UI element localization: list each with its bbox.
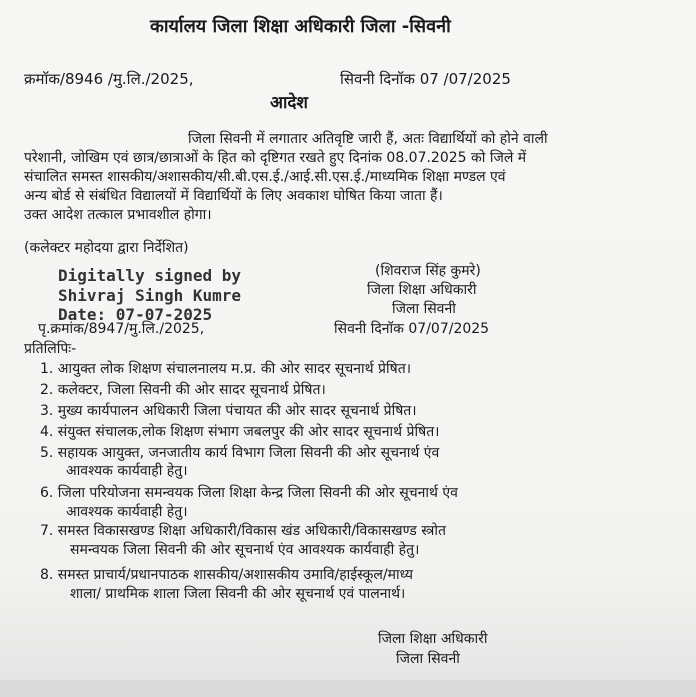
copy-item: 1. आयुक्त लोक शिक्षण संचालनालय म.प्र. की ओर सादर सूचनार्थ प्रेषित। <box>40 361 412 377</box>
copy-item: 4. संयुक्त संचालक,लोक शिक्षण संभाग जबलपुर की ओर सादर सूचनार्थ प्रेषित। <box>40 424 440 440</box>
footer-signatory-place: जिला सिवनी <box>396 651 460 667</box>
copy-item: 3. मुख्य कार्यपालन अधिकारी जिला पंचायत की ओर सादर सूचनार्थ प्रेषित। <box>40 403 417 419</box>
copy-date: सिवनी दिनॉक 07/07/2025 <box>334 321 490 337</box>
digital-signature-line: Date: 07-07-2025 <box>58 305 213 324</box>
copy-item-continued: समन्वयक जिला सिवनी की ओर सूचनार्थ एंव आवश्यक कार्यवाही हेतु। <box>70 542 420 558</box>
order-date: सिवनी दिनॉक 07 /07/2025 <box>340 70 511 88</box>
body-line: अन्य बोर्ड से संबंधित विद्यालयों में विद्यार्थियों के लिए अवकाश घोषित किया जाता हैं। <box>24 188 443 204</box>
signatory-place: जिला सिवनी <box>392 301 456 317</box>
signatory-name: (शिवराज सिंह कुमरे) <box>375 263 481 279</box>
footer-signatory-post: जिला शिक्षा अधिकारी <box>378 631 488 647</box>
copy-reference-number: पृ.क्रमांक/8947/मु.लि./2025, <box>38 321 205 337</box>
office-title: कार्यालय जिला शिक्षा अधिकारी जिला -सिवनी <box>150 16 451 37</box>
body-line: जिला सिवनी में लगातार अतिवृष्टि जारी हैं, अतः विद्यार्थियों को होने वाली <box>188 131 548 147</box>
copy-item: 5. सहायक आयुक्त, जनजातीय कार्य विभाग जिला सिवनी की ओर सूचनार्थ एंव <box>40 445 440 461</box>
body-line: (कलेक्टर महोदया द्वारा निर्देशित) <box>24 240 189 256</box>
digital-signature-line: Shivraj Singh Kumre <box>58 286 242 305</box>
body-line: उक्त आदेश तत्काल प्रभावशील होगा। <box>24 207 212 223</box>
copy-item: 2. कलेक्टर, जिला सिवनी की ओर सादर सूचनार्थ प्रेषित। <box>40 382 326 398</box>
body-line: संचालित समस्त शासकीय/अशासकीय/सी.बी.एस.ई./आई.सी.एस.ई./माध्यमिक शिक्षा मण्डल एवं <box>24 169 506 185</box>
copy-item: 8. समस्त प्राचार्य/प्रधानपाठक शासकीय/अशासकीय उमावि/हाईस्कूल/माध्य <box>40 567 413 583</box>
signatory-post: जिला शिक्षा अधिकारी <box>367 282 477 298</box>
copy-item-continued: आवश्यक कार्यवाही हेतु। <box>66 463 188 479</box>
reference-number: क्रमॉक/8946 /मु.लि./2025, <box>24 70 194 88</box>
body-line: परेशानी, जोखिम एवं छात्र/छात्राओं के हित को दृष्टिगत रखते हुए दिनांक 08.07.2025 को जिले में <box>24 150 527 166</box>
order-heading: आदेश <box>270 93 308 113</box>
copy-item: 7. समस्त विकासखण्ड शिक्षा अधिकारी/विकास खंड अधिकारी/विकासखण्ड स्त्रोत <box>40 523 446 539</box>
page-bottom-edge <box>0 680 696 697</box>
copy-item-continued: आवश्यक कार्यवाही हेतु। <box>66 504 188 520</box>
copy-heading: प्रतिलिपिः- <box>24 341 77 357</box>
copy-item-continued: शाला/ प्राथमिक शाला जिला सिवनी की ओर सूचनार्थ एवं पालनार्थ। <box>70 586 406 602</box>
copy-item: 6. जिला परियोजना समन्वयक जिला शिक्षा केन्द्र जिला सिवनी की ओर सूचनार्थ एंव <box>40 485 458 501</box>
digital-signature-line: Digitally signed by <box>58 266 242 285</box>
